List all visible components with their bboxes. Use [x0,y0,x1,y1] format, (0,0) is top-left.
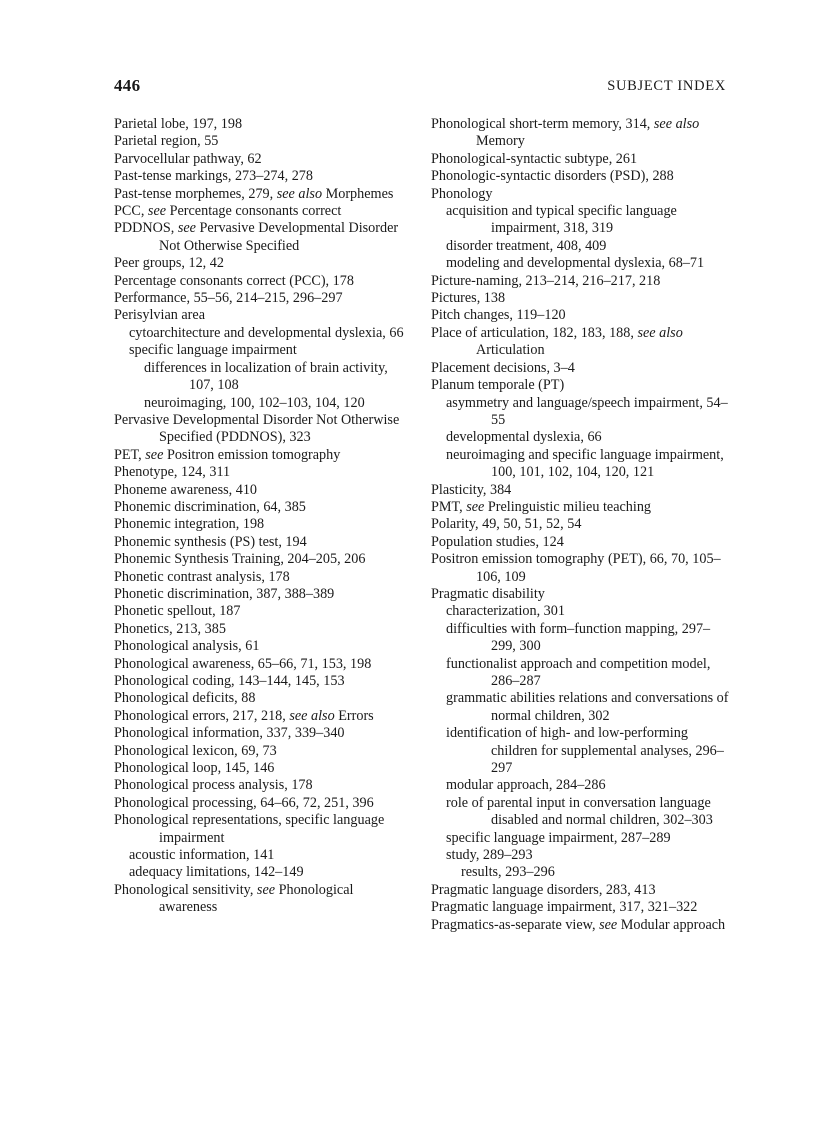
entry-text: acoustic information, 141 [129,847,275,864]
index-subentry [431,725,731,777]
entry-text: adequacy limitations, 142–149 [129,864,304,881]
index-entry [114,638,414,655]
entry-text: neuroimaging and specific language impairment, 100, 101, 102, 104, 120, 121 [446,446,724,481]
index-entry [431,482,731,499]
index-entry [114,203,414,220]
entry-text: Phonological awareness [159,881,354,916]
entry-text: Phonemic discrimination, 64, 385 [114,498,306,515]
cross-reference-label: see [466,498,485,515]
entry-text: Planum temporale (PT) [431,377,565,394]
index-entry [114,273,414,290]
entry-text: Phonological sensitivity, [114,881,257,898]
entry-text: Phonological process analysis, 178 [114,777,313,794]
index-entry [114,255,414,272]
entry-text: Polarity, 49, 50, 51, 52, 54 [431,516,582,533]
index-subentry [431,795,731,830]
index-entry [114,725,414,742]
index-entry [431,534,731,551]
entry-text: PDDNOS, [114,220,178,237]
entry-text: PET, [114,446,146,463]
index-subentry [114,864,414,881]
index-subentry [431,621,731,656]
entry-text: Performance, 55–56, 214–215, 296–297 [114,290,343,307]
entry-text: role of parental input in conversation language disabled and normal children, 302–303 [446,794,713,829]
entry-text: Pragmatic disability [431,585,545,602]
index-entry [114,116,414,133]
cross-reference-label: see also [653,116,700,132]
index-entry [114,673,414,690]
index-subentry [431,429,731,446]
entry-text: Pitch changes, 119–120 [431,307,566,324]
index-entry [114,447,414,464]
index-subentry [431,447,731,482]
entry-text: Phoneme awareness, 410 [114,481,258,498]
entry-text: results, 293–296 [461,864,555,881]
entry-text: Parvocellular pathway, 62 [114,150,262,167]
entry-text: Memory [476,133,525,150]
cross-reference-label: see also [276,185,323,202]
entry-text: Morphemes [322,185,394,202]
index-subentry [431,864,731,881]
index-subentry [114,342,414,359]
entry-text: Past-tense markings, 273–274, 278 [114,168,313,185]
index-entry [431,186,731,203]
index-column-right [431,116,731,934]
entry-text: Placement decisions, 3–4 [431,359,575,376]
entry-text: Picture-naming, 213–214, 216–217, 218 [431,272,661,289]
entry-text: Phonetic contrast analysis, 178 [114,568,290,585]
index-subentry [431,830,731,847]
entry-text: characterization, 301 [446,603,565,620]
index-entry [114,795,414,812]
entry-text: Positron emission tomography [163,446,341,463]
entry-text: asymmetry and language/speech impairment, 54–55 [446,394,728,428]
index-entry [431,882,731,899]
entry-text: Pervasive Developmental Disorder Not Otherwise Specified [159,220,399,254]
entry-text: modular approach, 284–286 [446,777,606,794]
entry-text: Prelinguistic milieu teaching [484,498,652,515]
entry-text: Phonemic integration, 198 [114,516,265,533]
index-entry [114,812,414,847]
index-entry [114,499,414,516]
index-entry [431,917,731,934]
index-entry [114,186,414,203]
index-subentry [431,395,731,430]
entry-text: specific language impairment, 287–289 [446,829,671,846]
index-entry [114,621,414,638]
entry-text: Plasticity, 384 [431,481,512,498]
entry-text: Pictures, 138 [431,290,506,307]
index-entry [431,168,731,185]
index-entry [114,603,414,620]
entry-text: differences in localization of brain activity, 107, 108 [144,359,388,394]
index-subentry [431,777,731,794]
index-subentry [431,847,731,864]
entry-text: Phenotype, 124, 311 [114,464,231,481]
entry-text: Phonemic synthesis (PS) test, 194 [114,533,307,550]
index-entry [114,551,414,568]
entry-text: Past-tense morphemes, 279, [114,185,277,202]
index-entry [431,499,731,516]
index-entry [114,690,414,707]
entry-text: specific language impairment [129,342,297,359]
entry-text: difficulties with form–function mapping, 297–299, 300 [446,620,711,655]
index-entry [114,777,414,794]
index-entry [114,412,414,447]
index-entry [431,377,731,394]
entry-text: Pragmatic language disorders, 283, 413 [431,881,656,898]
entry-text: Positron emission tomography (PET), 66, 70, 105–106, 109 [431,551,721,585]
entry-text: Phonetic spellout, 187 [114,603,241,620]
index-entry [431,116,731,151]
entry-text: Percentage consonants correct (PCC), 178 [114,272,354,289]
index-subentry [114,847,414,864]
entry-text: PMT, [431,498,467,515]
entry-text: Population studies, 124 [431,533,564,550]
entry-text: Pragmatic language impairment, 317, 321–322 [431,899,698,916]
entry-text: functionalist approach and competition model, 286–287 [446,655,711,689]
entry-text: Phonological deficits, 88 [114,690,256,707]
entry-text: grammatic abilities relations and conversations of normal children, 302 [446,690,729,724]
entry-text: Pragmatics-as-separate view, [431,916,600,933]
entry-text: Phonetic discrimination, 387, 388–389 [114,585,335,602]
index-entry [114,743,414,760]
index-entry [431,151,731,168]
index-entry [114,534,414,551]
index-entry [114,290,414,307]
index-entry [114,151,414,168]
index-subentry [114,360,414,395]
entry-text: Phonological-syntactic subtype, 261 [431,150,638,167]
cross-reference-label: see [256,881,276,898]
index-entry [431,290,731,307]
entry-text: Parietal lobe, 197, 198 [114,116,243,132]
entry-text: Phonology [431,185,493,202]
entry-text: Errors [334,707,374,724]
entry-text: Phonological lexicon, 69, 73 [114,742,277,759]
entry-text: developmental dyslexia, 66 [446,429,602,446]
index-subentry [114,325,414,342]
index-entry [431,273,731,290]
cross-reference-label: see [147,203,167,220]
index-subentry [431,238,731,255]
entry-text: cytoarchitecture and developmental dyslexia, 66 [129,324,404,341]
entry-text: Phonological awareness, 65–66, 71, 153, 198 [114,655,372,672]
entry-text: neuroimaging, 100, 102–103, 104, 120 [144,394,365,411]
entry-text: Phonological loop, 145, 146 [114,760,275,777]
index-entry [114,307,414,324]
entry-text: identification of high- and low-performing children for supplemental analyses, 296–297 [446,725,724,777]
cross-reference-label: see [177,220,196,237]
entry-text: Place of articulation, 182, 183, 188, [431,324,638,341]
entry-text: Phonological coding, 143–144, 145, 153 [114,673,345,689]
index-entry [431,307,731,324]
entry-text: Modular approach [617,916,726,933]
entry-text: Phonetics, 213, 385 [114,620,226,637]
index-subentry [114,395,414,412]
index-entry [114,586,414,603]
index-subentry [431,690,731,725]
entry-text: Pervasive Developmental Disorder Not Otherwise Specified (PDDNOS), 323 [114,411,400,446]
index-entry [431,899,731,916]
cross-reference-label: see also [289,707,335,724]
cross-reference-label: see [145,446,164,463]
index-entry [114,656,414,673]
page-number: 446 [114,76,141,95]
entry-text: Percentage consonants correct [166,203,342,220]
entry-text: PCC, [114,203,148,220]
entry-text: Phonological information, 337, 339–340 [114,725,345,742]
index-entry [114,220,414,255]
index-entry [114,482,414,499]
entry-text: acquisition and typical specific language impairment, 318, 319 [446,203,677,237]
index-entry [114,133,414,150]
index-entry [114,882,414,917]
index-subentry [431,603,731,620]
entry-text: disorder treatment, 408, 409 [446,237,607,254]
index-entry [114,760,414,777]
entry-text: modeling and developmental dyslexia, 68–71 [446,255,705,272]
index-entry [114,708,414,725]
entry-text: Perisylvian area [114,307,205,324]
index-entry [114,464,414,481]
entry-text: Phonological short-term memory, 314, [431,116,654,132]
entry-text: Phonological representations, specific language impairment [114,812,385,846]
index-column-left [114,116,414,917]
index-subentry [431,656,731,691]
entry-text: Phonological processing, 64–66, 72, 251, 396 [114,794,374,811]
index-entry [114,516,414,533]
entry-text: Articulation [476,342,545,359]
index-subentry [431,203,731,238]
index-entry [114,569,414,586]
cross-reference-label: see also [637,324,683,341]
running-head: SUBJECT INDEX [607,78,726,94]
entry-text: Phonemic Synthesis Training, 204–205, 206 [114,551,366,568]
entry-text: study, 289–293 [446,847,533,864]
entry-text: Phonological analysis, 61 [114,638,260,655]
index-subentry [431,255,731,272]
index-entry [114,168,414,185]
entry-text: Phonologic-syntactic disorders (PSD), 288 [431,168,674,185]
index-entry [431,325,731,360]
index-entry [431,551,731,586]
index-entry [431,586,731,603]
entry-text: Phonological errors, 217, 218, [114,707,290,724]
index-entry [431,516,731,533]
index-entry [431,360,731,377]
entry-text: Peer groups, 12, 42 [114,255,224,272]
entry-text: Parietal region, 55 [114,133,219,150]
cross-reference-label: see [599,916,618,933]
